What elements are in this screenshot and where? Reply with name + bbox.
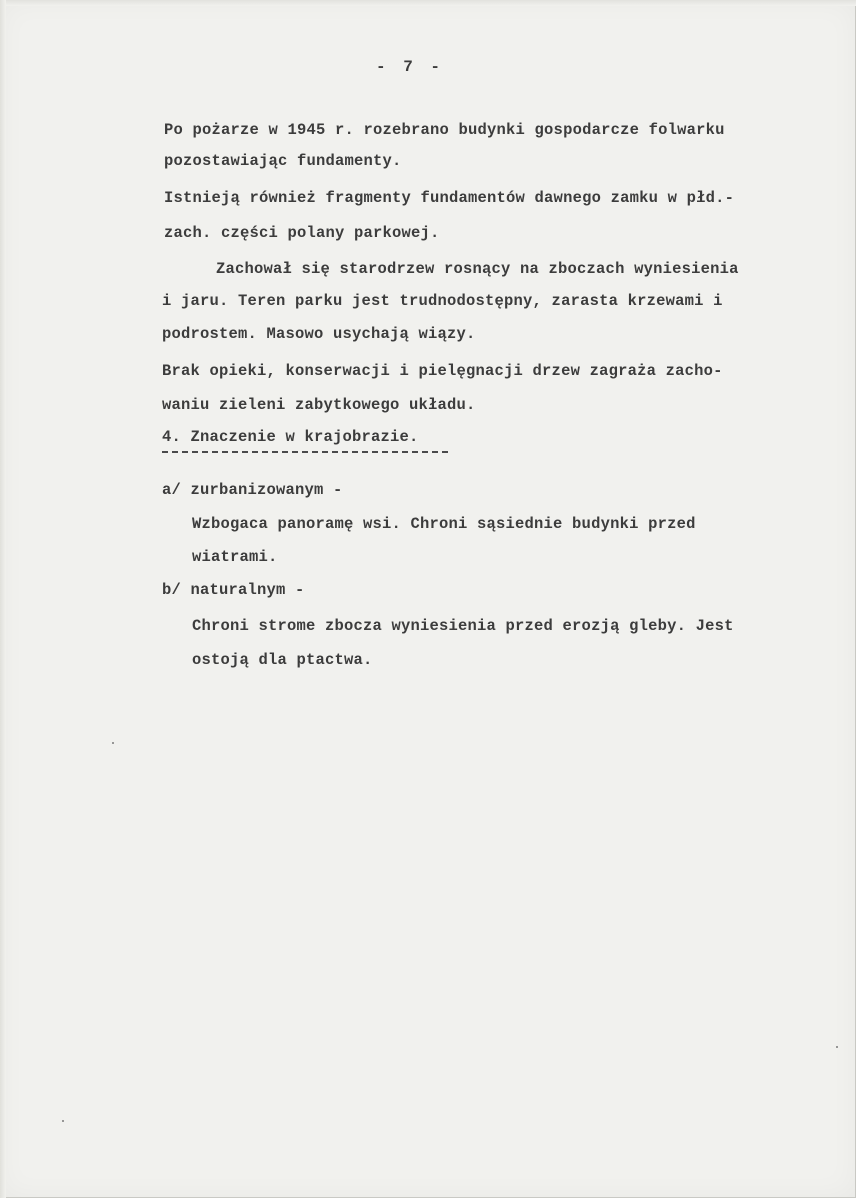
section-heading: 4. Znaczenie w krajobrazie. [162,428,419,446]
page-edge-top [0,0,856,6]
heading-underline [162,451,448,456]
body-line: Zachował się starodrzew rosnący na zboczach wyniesienia [216,260,739,278]
item-text-line: Chroni strome zbocza wyniesienia przed erozją gleby. Jest [192,617,734,635]
page-number: - 7 - [376,58,445,76]
speck [112,742,114,744]
item-text-line: wiatrami. [192,548,278,566]
item-text-line: ostoją dla ptactwa. [192,651,373,669]
body-line: podrostem. Masowo usychają wiązy. [162,325,476,343]
body-line: Istnieją również fragmenty fundamentów dawnego zamku w płd.- [164,189,735,207]
item-label: b/ naturalnym - [162,581,305,599]
speck [62,1120,64,1122]
speck [836,1046,838,1048]
body-line: zach. części polany parkowej. [164,224,440,242]
body-line: waniu zieleni zabytkowego układu. [162,396,476,414]
item-label: a/ zurbanizowanym - [162,481,343,499]
body-line: pozostawiając fundamenty. [164,152,402,170]
body-line: i jaru. Teren parku jest trudnodostępny, zarasta krzewami i [162,292,723,310]
item-text-line: Wzbogaca panoramę wsi. Chroni sąsiednie budynki przed [192,515,696,533]
page-edge-left [0,0,6,1198]
body-line: Brak opieki, konserwacji i pielęgnacji drzew zagraża zacho- [162,362,723,380]
body-line: Po pożarze w 1945 r. rozebrano budynki gospodarcze folwarku [164,121,725,139]
